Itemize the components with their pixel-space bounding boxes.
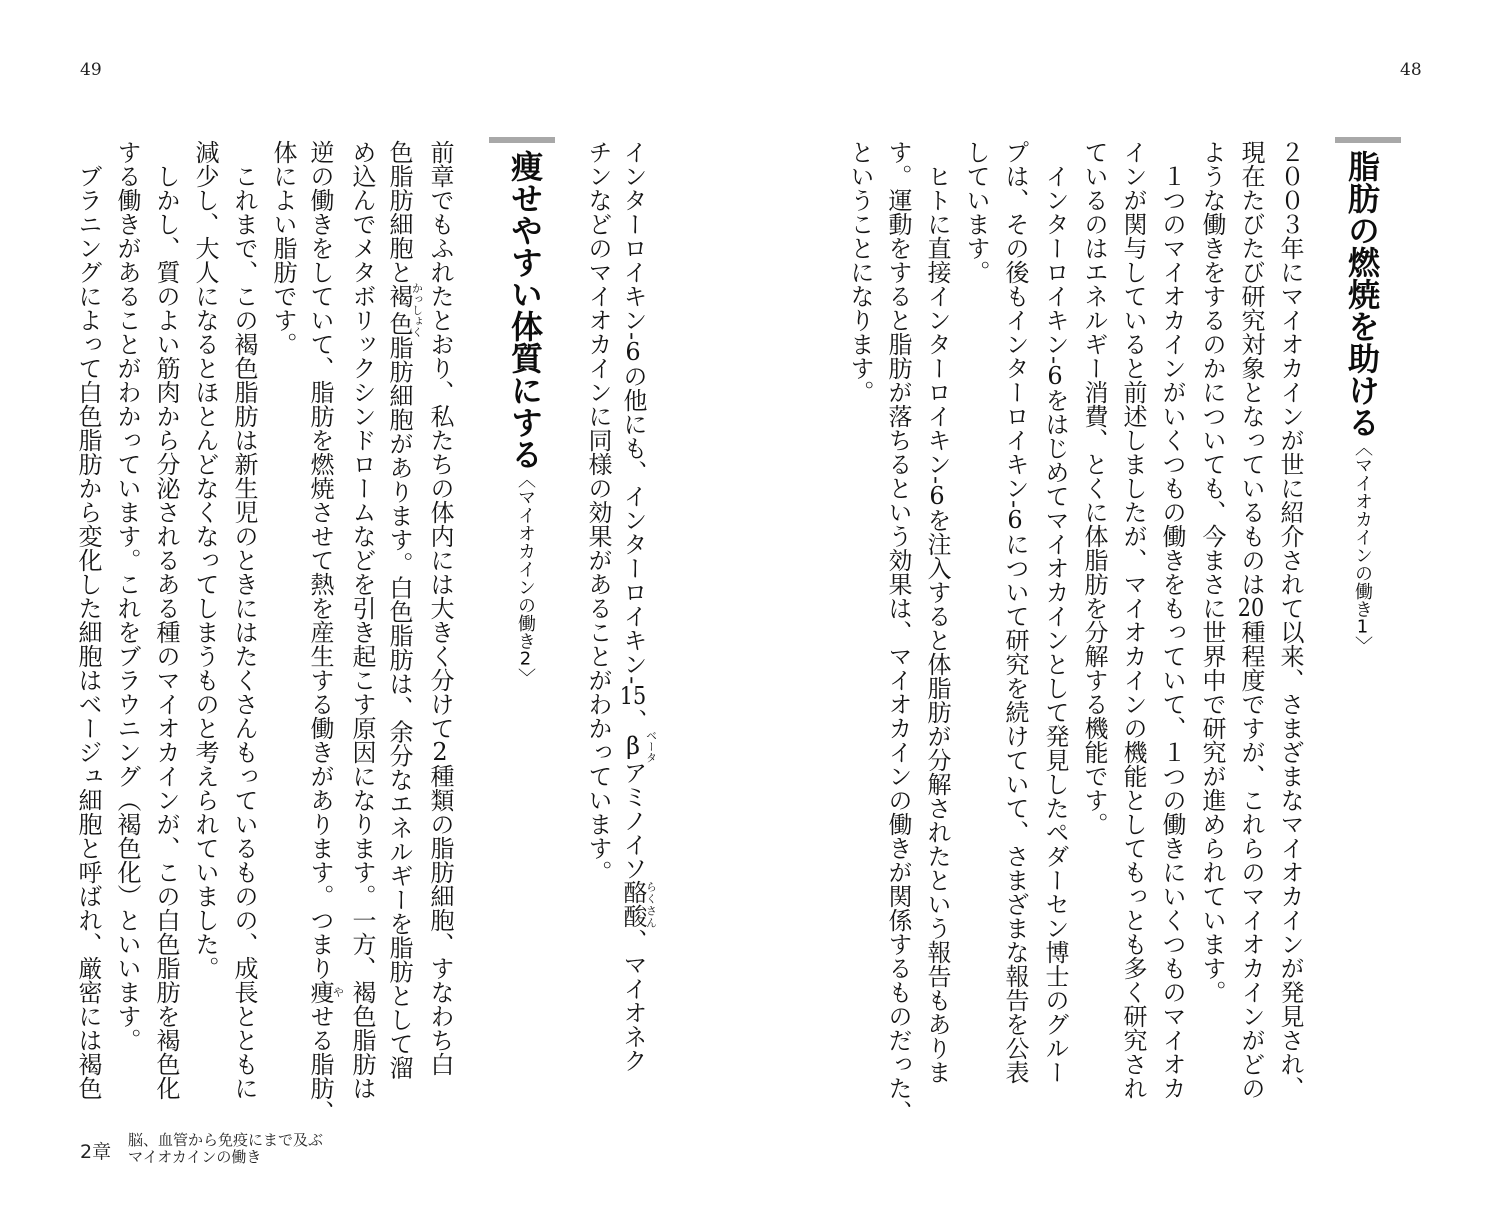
body-line bbox=[306, 140, 345, 1130]
body-line: ということになります。 bbox=[846, 140, 874, 404]
upright-glyph: 6 bbox=[1007, 508, 1023, 533]
body-line: しています。 bbox=[962, 140, 990, 284]
text-run: 、マイオネク bbox=[619, 928, 647, 1073]
body-line: しかし、質のよい筋肉から分泌されるある種のマイオカインが、この白色脂肪を褐色化 bbox=[152, 140, 180, 1100]
body-line: インターロイキン-6をはじめてマイオカインとして発見したペダーセン博士のグルー bbox=[1041, 140, 1069, 1085]
body-line: する働きがあることがわかっています。これをブラウニング（褐色化）といいます。 bbox=[113, 140, 141, 1052]
upright-glyph: 15 bbox=[619, 684, 647, 709]
heading-bar bbox=[489, 137, 555, 143]
upright-glyph: 6 bbox=[1047, 364, 1063, 389]
text-run: インターロイキン-6の他にも、インターロイキン-15、 bbox=[619, 140, 647, 733]
ruby-word bbox=[619, 880, 658, 929]
text-run: せる脂肪、 bbox=[306, 1004, 334, 1124]
heading-title: 脂肪の燃焼を助ける bbox=[1343, 150, 1381, 438]
chapter-title-line: マイオカインの働き bbox=[128, 1148, 262, 1166]
ruby-reading: や bbox=[331, 980, 345, 1004]
heading-bar bbox=[1335, 137, 1401, 143]
body-line: チンなどのマイオカインに同様の効果があることがわかっています。 bbox=[584, 140, 612, 884]
ruby-word bbox=[385, 282, 424, 338]
ruby-reading: らくさん bbox=[644, 880, 658, 929]
upright-glyph: 2 bbox=[432, 740, 448, 764]
page-number-right: 48 bbox=[1400, 60, 1422, 80]
ruby-reading: ベータ bbox=[644, 729, 658, 763]
ruby-reading: かっしょく bbox=[410, 282, 424, 338]
body-line: 現在たびたび研究対象となっているものは20種程度ですが、これらのマイオカインがどの bbox=[1237, 140, 1265, 1100]
ruby-base: 褐色 bbox=[385, 282, 413, 338]
text-run: アミノイソ bbox=[619, 760, 647, 881]
text-run: 色脂肪細胞と bbox=[385, 140, 413, 284]
body-line bbox=[619, 140, 658, 1130]
body-line: プは、その後もインターロイキン-6について研究を続けていて、さまざまな報告を公表 bbox=[1001, 140, 1029, 1085]
section-heading bbox=[503, 150, 547, 710]
heading-subtitle: 〈マイオカインの働き2〉 bbox=[515, 470, 536, 686]
chapter-title-line: 脳、血管から免疫にまで及ぶ bbox=[128, 1131, 324, 1149]
upright-glyph: 1 bbox=[1356, 618, 1369, 636]
section-heading bbox=[1340, 150, 1384, 710]
text-run: 脂肪細胞があります。白色脂肪は、余分なエネルギーを脂肪として溜 bbox=[385, 335, 413, 1080]
ruby-base: 酪酸 bbox=[619, 880, 647, 929]
body-line: 体によい脂肪です。 bbox=[269, 140, 297, 356]
body-line: １つのマイオカインがいくつもの働きをもっていて、１つの働きにいくつものマイオカ bbox=[1158, 140, 1186, 1100]
ruby-word bbox=[306, 980, 345, 1004]
body-line: これまで、この褐色脂肪は新生児のときにはたくさんもっているものの、成長とともに bbox=[230, 140, 258, 1100]
heading-title: 痩せやすい体質にする bbox=[506, 150, 544, 470]
body-line: ２００３年にマイオカインが世に紹介されて以来、さまざまなマイオカインが発見され、 bbox=[1276, 140, 1304, 1100]
body-line: ているのはエネルギー消費、とくに体脂肪を分解する機能です。 bbox=[1080, 140, 1108, 836]
body-line bbox=[385, 140, 424, 1130]
body-line: ような働きをするのかについても、今まさに世界中で研究が進められています。 bbox=[1198, 140, 1226, 1004]
ruby-base: 痩 bbox=[306, 980, 334, 1004]
body-line: ブラニングによって白色脂肪から変化した細胞はベージュ細胞と呼ばれ、厳密には褐色 bbox=[74, 140, 102, 1100]
upright-glyph: 20 bbox=[1237, 596, 1265, 620]
body-line: す。運動をすると脂肪が落ちるという効果は、マイオカインの働きが関係するものだった、 bbox=[884, 140, 912, 1124]
body-line: 減少し、大人になるとほとんどなくなってしまうものと考えられていました。 bbox=[191, 140, 219, 980]
upright-glyph: 2 bbox=[519, 650, 532, 668]
page-number-left: 49 bbox=[80, 60, 102, 80]
heading-subtitle: 〈マイオカインの働き1〉 bbox=[1352, 438, 1373, 654]
chapter-title bbox=[128, 1132, 323, 1166]
upright-glyph: β bbox=[619, 729, 647, 763]
text-run: 逆の働きをしていて、脂肪を燃焼させて熱を産生する働きがあります。つまり bbox=[306, 140, 334, 980]
ruby-base bbox=[619, 730, 647, 763]
body-line: め込んでメタボリックシンドロームなどを引き起こす原因になります。一方、褐色脂肪は bbox=[348, 140, 376, 1100]
body-line: 前章でもふれたとおり、私たちの体内には大きく分けて2種類の脂肪細胞、すなわち白 bbox=[426, 140, 454, 1076]
body-line: ヒトに直接インターロイキン-6を注入すると体脂肪が分解されたという報告もありま bbox=[923, 140, 951, 1085]
upright-glyph: 6 bbox=[929, 484, 945, 509]
chapter-label: 2章 bbox=[80, 1141, 112, 1163]
body-line: インが関与していると前述しましたが、マイオカインの機能としてもっとも多く研究され bbox=[1119, 140, 1147, 1100]
ruby-word bbox=[619, 729, 658, 763]
upright-glyph: 6 bbox=[625, 340, 641, 365]
